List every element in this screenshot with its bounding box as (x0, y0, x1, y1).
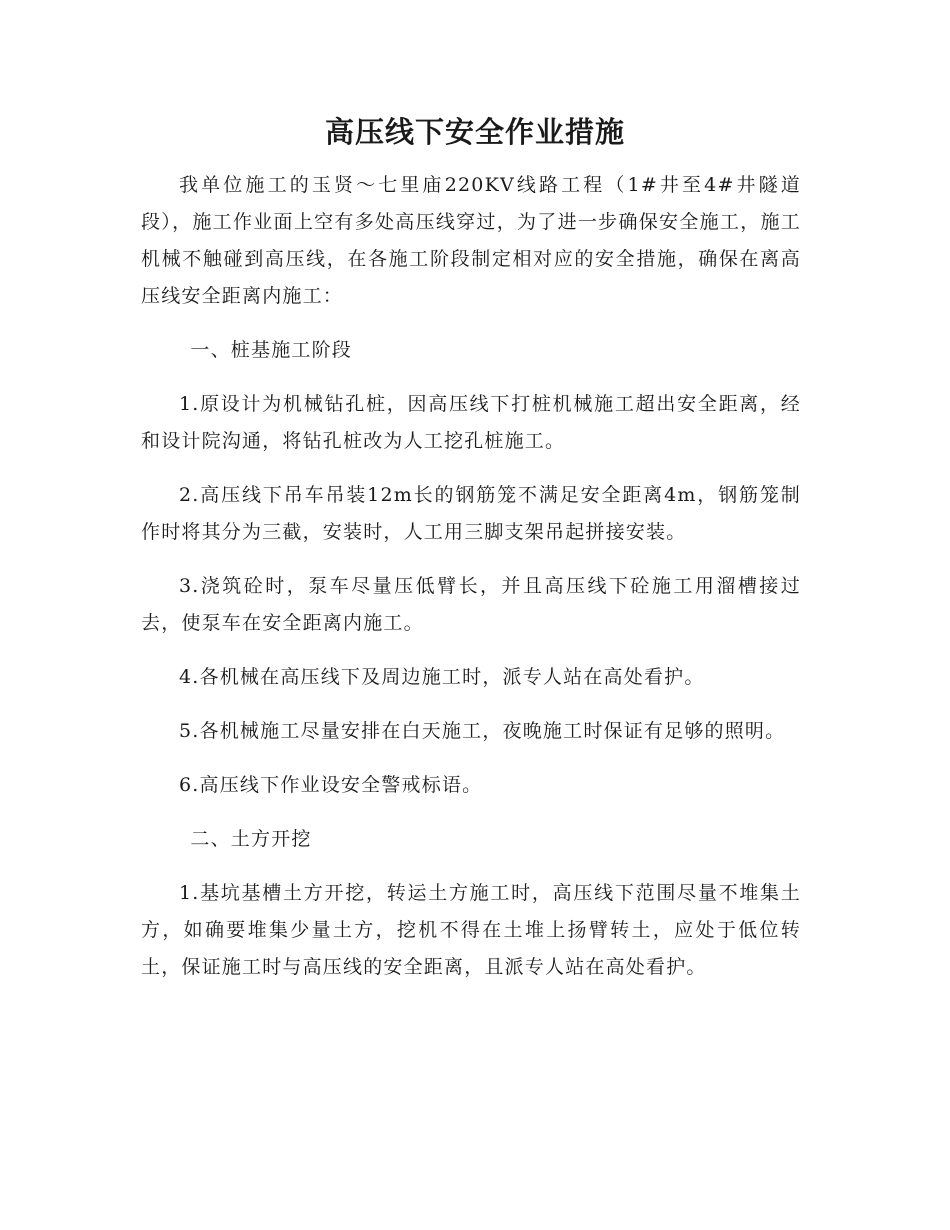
list-item: 5.各机械施工尽量安排在白天施工，夜晚施工时保证有足够的照明。 (179, 720, 786, 742)
document-body (141, 167, 801, 986)
list-item: 4.各机械在高压线下及周边施工时，派专人站在高处看护。 (179, 666, 705, 688)
list-item: 6.高压线下作业设安全警戒标语。 (179, 774, 483, 796)
list-item: 1.原设计为机械钻孔桩，因高压线下打桩机械施工超出安全距离，经和设计院沟通，将钻孔桩改为人工挖孔桩施工。 (141, 393, 801, 452)
section-heading-pile-foundation: 一、桩基施工阶段 (190, 339, 352, 361)
list-item: 1.基坑基槽土方开挖，转运土方施工时，高压线下范围尽量不堆集土方，如确要堆集少量土方，挖机不得在土堆上扬臂转土，应处于低位转土，保证施工时与高压线的安全距离，且派专人站在高处看护。 (141, 882, 801, 978)
document-title: 高压线下安全作业措施 (324, 115, 625, 149)
list-item: 3.浇筑砼时，泵车尽量压低臂长，并且高压线下砼施工用溜槽接过去，使泵车在安全距离内施工。 (141, 575, 801, 634)
intro-paragraph: 我单位施工的玉贤～七里庙220KV线路工程（1#井至4#井隧道段），施工作业面上空有多处高压线穿过，为了进一步确保安全施工，施工机械不触碰到高压线，在各施工阶段制定相对应的安全措施，确保在离高压线安全距离内施工： (141, 174, 801, 307)
section-heading-earthwork: 二、土方开挖 (190, 828, 312, 850)
list-item: 2.高压线下吊车吊装12m长的钢筋笼不满足安全距离4m，钢筋笼制作时将其分为三截，安装时，人工用三脚支架吊起拼接安装。 (141, 484, 801, 543)
